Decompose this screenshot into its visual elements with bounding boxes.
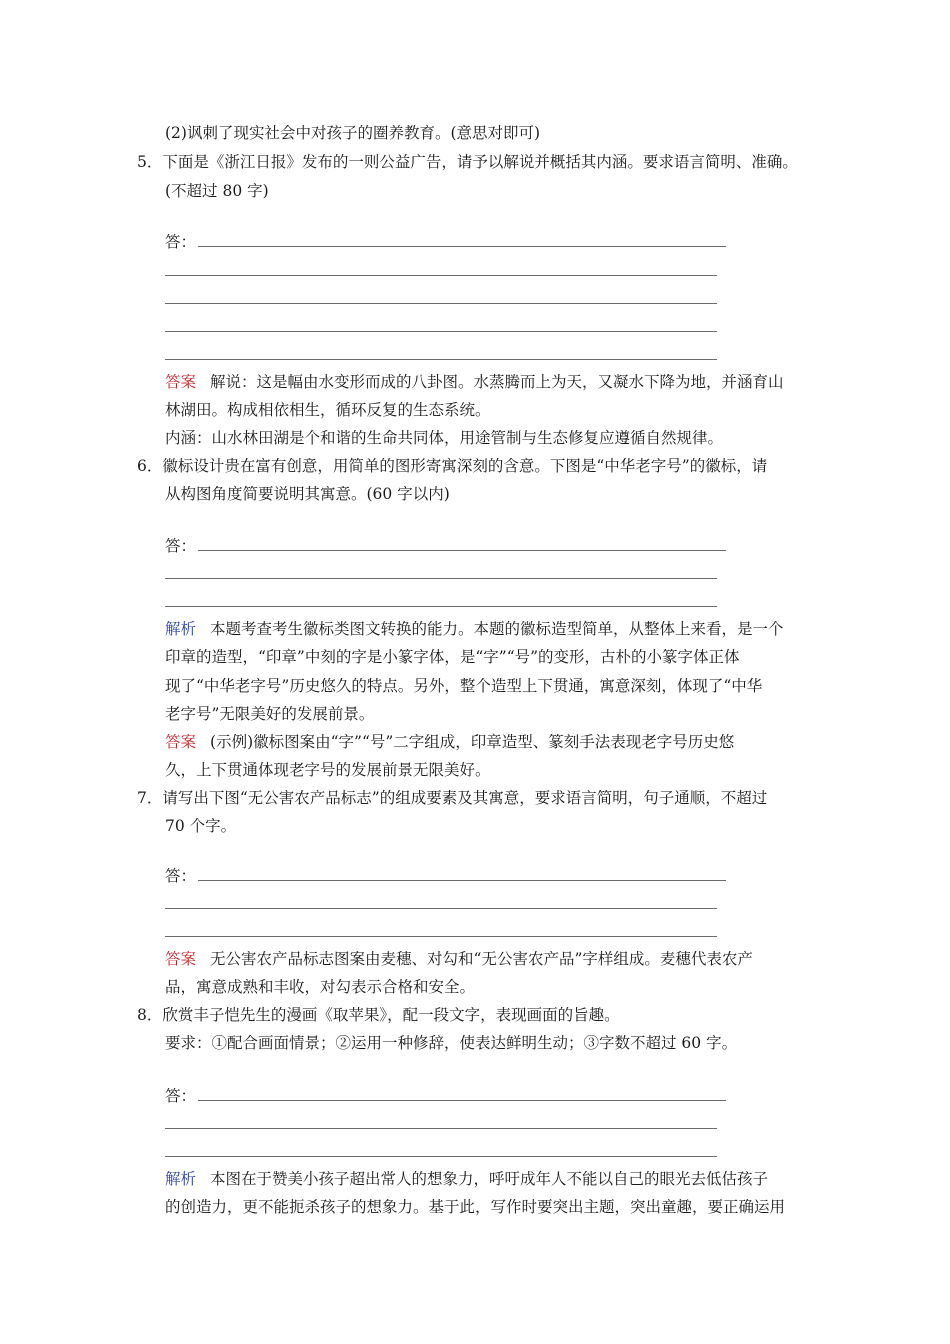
- q8-analysis-line-1: [165, 1169, 768, 1189]
- q8-answer-line-2[interactable]: [165, 1128, 717, 1129]
- q6-key-line-2: 久，上下贯通体现老字号的发展前景无限美好。: [165, 761, 491, 779]
- q5-key-text-1: 解说：这是幅由水变形而成的八卦图。水蒸腾而上为天，又凝水下降为地，并涵育山: [210, 373, 784, 391]
- question-5-line-2: (不超过 80 字): [165, 182, 269, 200]
- q5-answer-label: 答：: [165, 233, 197, 251]
- question-8-line-2: 要求：①配合画面情景；②运用一种修辞，使表达鲜明生动；③字数不超过 60 字。: [165, 1034, 738, 1052]
- q7-key-text-1: 无公害农产品标志图案由麦穗、对勾和“无公害农产品”字样组成。麦穗代表农产: [210, 950, 753, 968]
- q8-answer-line-3[interactable]: [165, 1156, 717, 1157]
- q6-analysis-text-1: 本题考查考生徽标类图文转换的能力。本题的徽标造型简单，从整体上来看，是一个: [210, 620, 784, 638]
- q6-analysis-line-2: 印章的造型，“印章”中刻的字是小篆字体，是“字”“号”的变形，古朴的小篆字体正体: [165, 648, 740, 666]
- analysis-tag: 解析: [165, 620, 197, 638]
- q5-answer-line-5[interactable]: [165, 359, 717, 360]
- q6-answer-line-2[interactable]: [165, 578, 717, 579]
- q5-key-line-1: [165, 372, 784, 392]
- q6-answer-line-3[interactable]: [165, 606, 717, 607]
- q7-answer-line-3[interactable]: [165, 936, 717, 937]
- q8-answer-line-1[interactable]: [198, 1100, 726, 1101]
- answer-tag: 答案: [165, 373, 197, 391]
- q6-analysis-line-3: 现了“中华老字号”历史悠久的特点。另外，整个造型上下贯通，寓意深刻，体现了“中华: [165, 677, 763, 695]
- answer-tag: 答案: [165, 733, 197, 751]
- question-6-line-2: 从构图角度简要说明其寓意。(60 字以内): [165, 485, 450, 503]
- q7-answer-line-1[interactable]: [198, 880, 726, 881]
- answer-tag: 答案: [165, 950, 197, 968]
- q6-key-text-1: (示例)徽标图案由“字”“号”二字组成，印章造型、篆刻手法表现老字号历史悠: [210, 733, 735, 751]
- q5-key-line-3: 内涵：山水林田湖是个和谐的生命共同体，用途管制与生态修复应遵循自然规律。: [165, 429, 724, 447]
- q8-answer-label: 答：: [165, 1087, 197, 1105]
- q5-answer-line-1[interactable]: [198, 246, 726, 247]
- q6-key-line-1: [165, 732, 734, 752]
- q5-answer-line-3[interactable]: [165, 303, 717, 304]
- answer-continuation: (2)讽刺了现实社会中对孩子的圈养教育。(意思对即可): [165, 124, 541, 142]
- question-8-line-1: 8．欣赏丰子恺先生的漫画《取苹果》，配一段文字，表现画面的旨趣。: [137, 1006, 620, 1024]
- q5-answer-line-4[interactable]: [165, 331, 717, 332]
- analysis-tag: 解析: [165, 1170, 197, 1188]
- question-7-line-1: 7．请写出下图“无公害农产品标志”的组成要素及其寓意，要求语言简明，句子通顺，不超过: [137, 789, 768, 807]
- q7-answer-label: 答：: [165, 867, 197, 885]
- question-6-line-1: 6．徽标设计贵在富有创意，用简单的图形寄寓深刻的含意。下图是“中华老字号”的徽标，请: [137, 457, 768, 475]
- question-7-line-2: 70 个字。: [165, 817, 237, 835]
- q7-answer-line-2[interactable]: [165, 908, 717, 909]
- q7-key-line-1: [165, 949, 753, 969]
- q8-analysis-text-1: 本图在于赞美小孩子超出常人的想象力，呼吁成年人不能以自己的眼光去低估孩子: [210, 1170, 769, 1188]
- q7-key-line-2: 品，寓意成熟和丰收，对勾表示合格和安全。: [165, 978, 476, 996]
- q6-answer-line-1[interactable]: [198, 550, 726, 551]
- question-5-line-1: 5．下面是《浙江日报》发布的一则公益广告，请予以解说并概括其内涵。要求语言简明、准确。: [137, 153, 798, 171]
- q6-analysis-line-1: [165, 619, 784, 639]
- q6-answer-label: 答：: [165, 537, 197, 555]
- q6-analysis-line-4: 老字号”无限美好的发展前景。: [165, 705, 375, 723]
- q5-key-line-2: 林湖田。构成相依相生，循环反复的生态系统。: [165, 401, 491, 419]
- q5-answer-line-2[interactable]: [165, 275, 717, 276]
- q8-analysis-line-2: 的创造力，更不能扼杀孩子的想象力。基于此，写作时要突出主题，突出童趣，要正确运用: [165, 1198, 786, 1216]
